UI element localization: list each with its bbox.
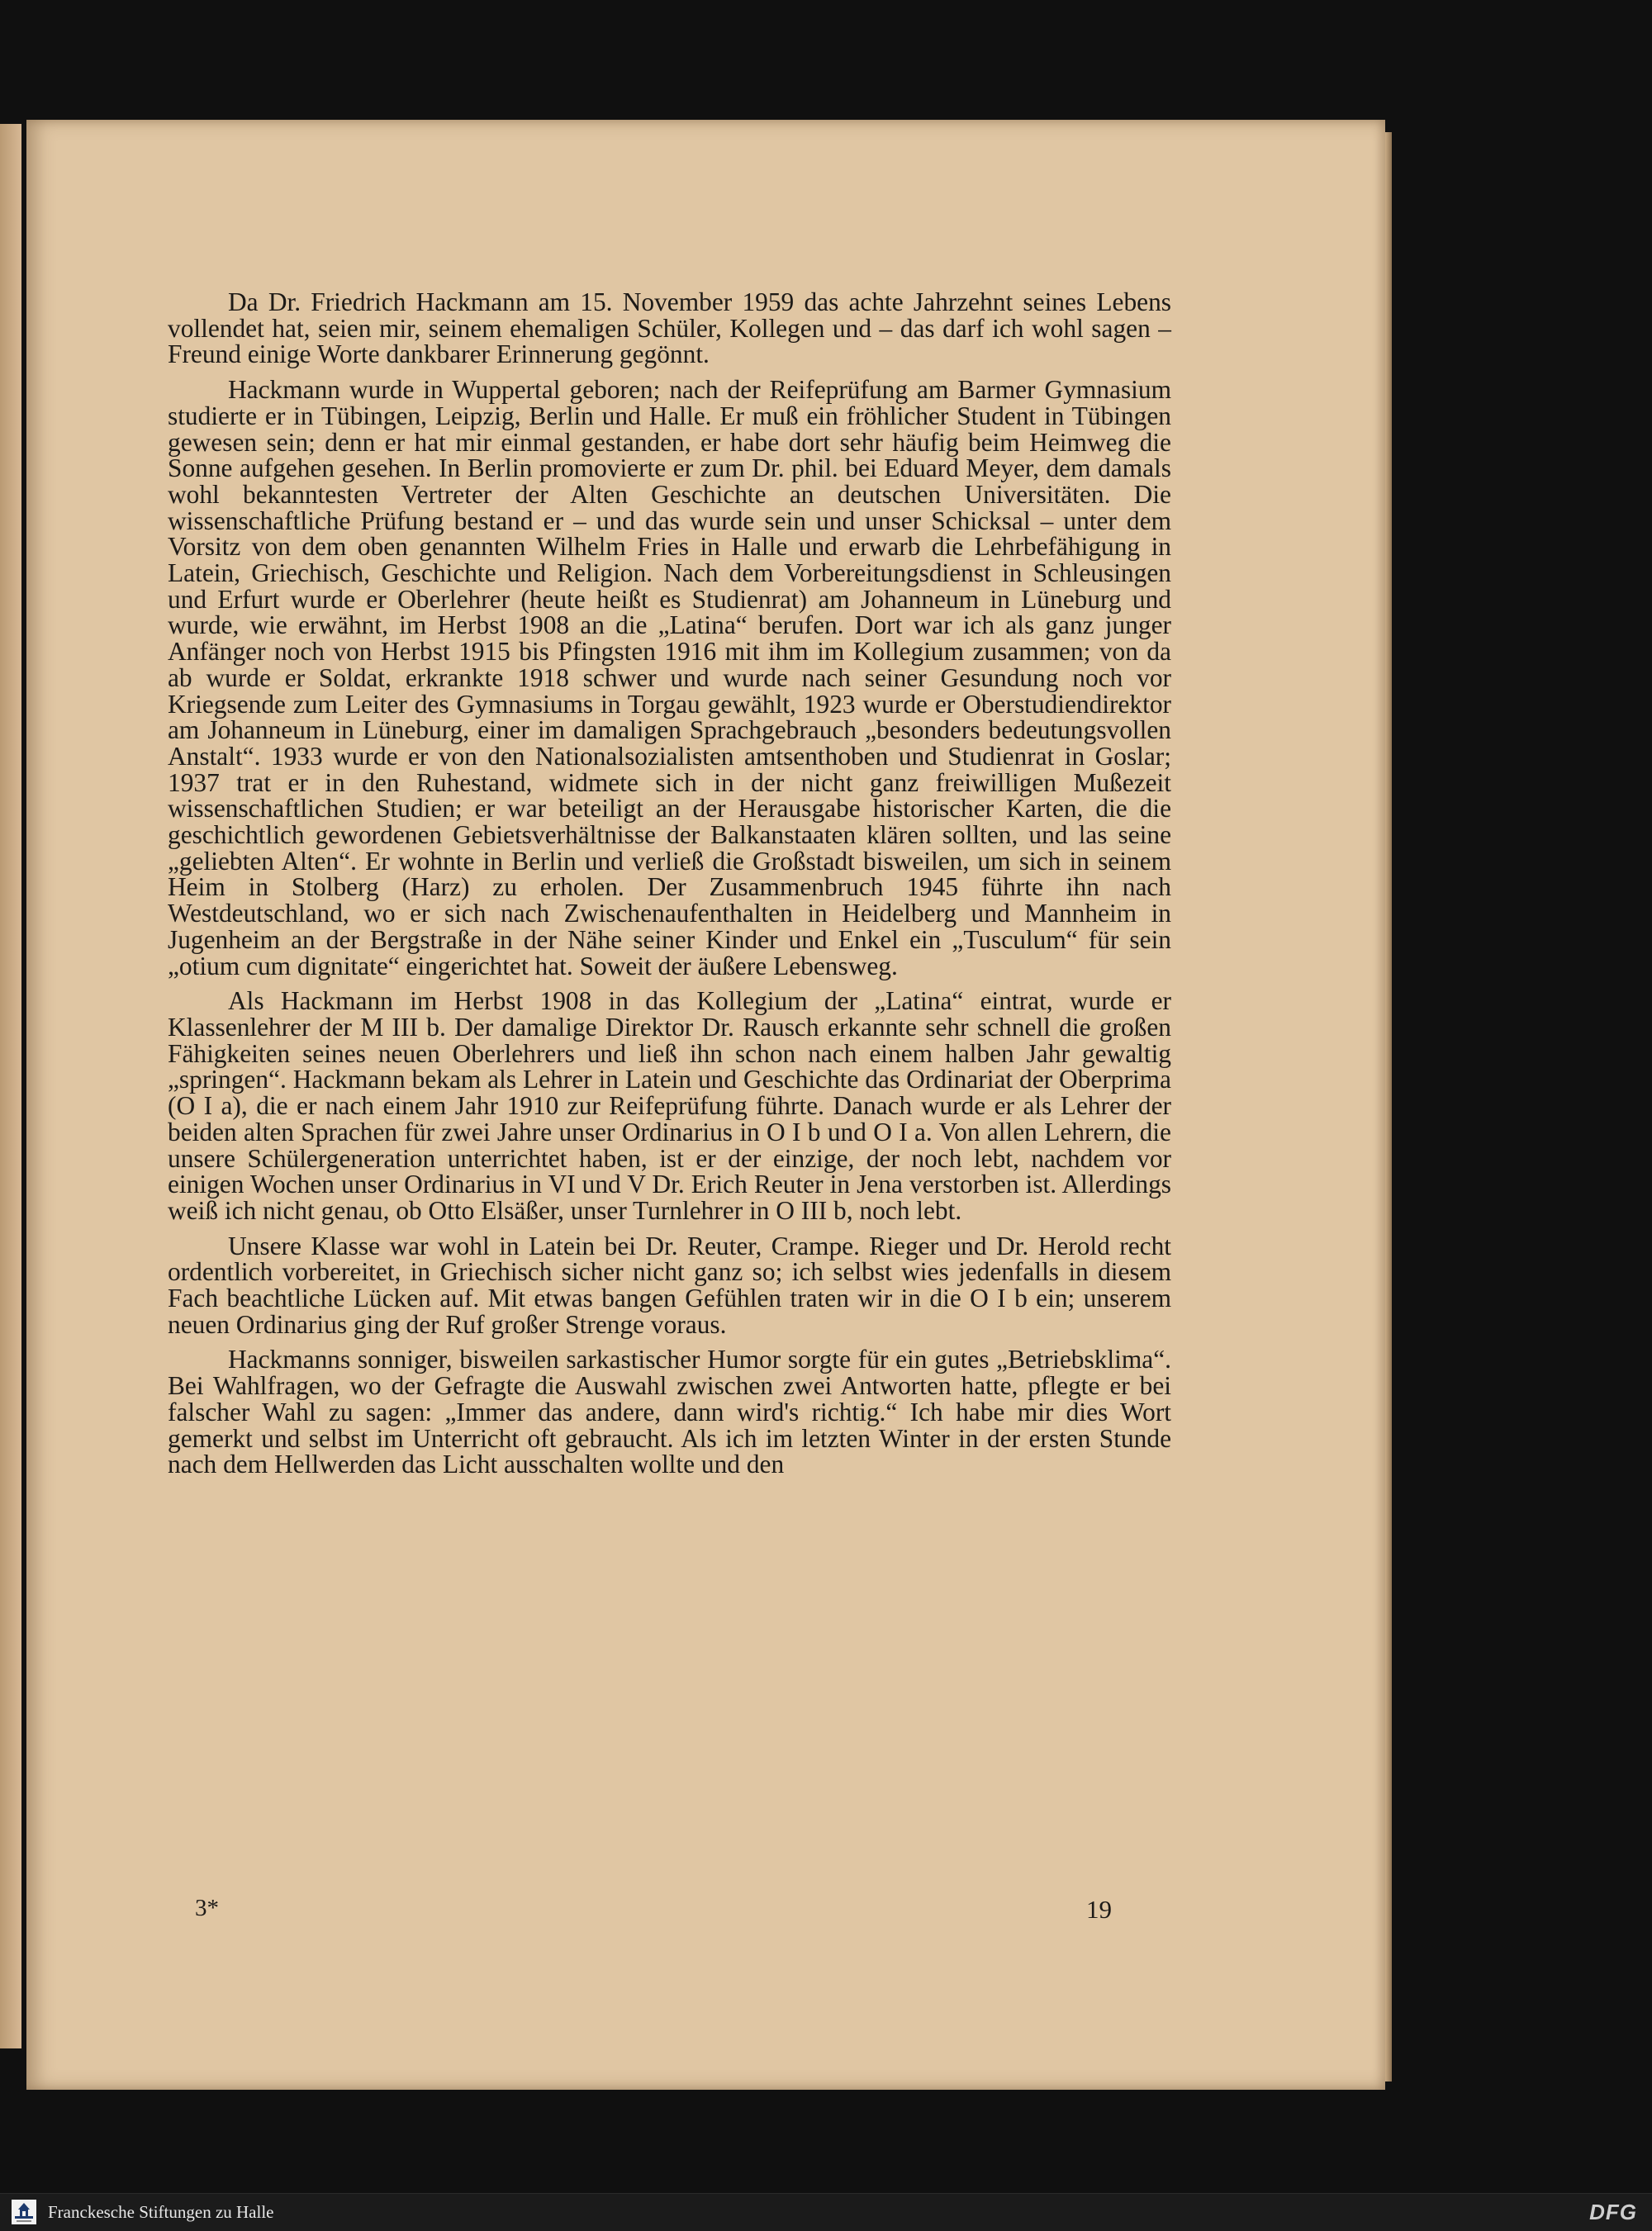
dfg-logo[interactable]: DFG [1589, 2200, 1637, 2224]
institution-name[interactable]: Franckesche Stiftungen zu Halle [48, 2202, 274, 2222]
paragraph-5: Hackmanns sonniger, bisweilen sarkastischer Humor sorgte für ein gutes „Betriebsklima“. Bei Wahlfragen, wo der Gefragte die Auswahl zwischen zwei Antworten hatte, pflegte er bei falscher Wahl zu sagen: „Immer das andere, dann wird's richtig.“ Ich habe mir dies Wort gemerkt und selbst im Unterricht oft gebraucht. Als ich im letzten Winter in der ersten Stunde nach dem Hellwerden das Licht ausschalten wollte und den [168, 1345, 1171, 1479]
paragraph-3: Als Hackmann im Herbst 1908 in das Kollegium der „Latina“ eintrat, wurde er Klassenlehrer der M III b. Der damalige Direktor Dr. Rausch erkannte sehr schnell die großen Fähigkeiten seines neuen Oberlehrers und ließ ihn schon nach einem halben Jahr gewaltig „springen“. Hackmann bekam als Lehrer in Latein und Geschichte das Ordinariat der Oberprima (O I a), die er nach einem Jahr 1910 zur Reifeprüfung führte. Danach wurde er als Lehrer der beiden alten Sprachen für zwei Jahre unser Ordinarius in O I b und O I a. Von allen Lehrern, die unsere Schülergeneration unterrichtet haben, ist er der einzige, der noch lebt, nachdem vor einigen Wochen unser Ordinarius in VI und V Dr. Erich Reuter in Jena verstorben ist. Allerdings weiß ich nicht genau, ob Otto Elsäßer, unser Turnlehrer in O III b, noch lebt. [168, 986, 1171, 1225]
page-edge-shadow [1385, 132, 1392, 2081]
viewer-footer [0, 2193, 1652, 2231]
facing-page-edge [0, 124, 21, 2048]
foundation-logo-icon[interactable] [12, 2200, 36, 2224]
paragraph-4: Unsere Klasse war wohl in Latein bei Dr. Reuter, Crampe. Rieger und Dr. Herold recht ordentlich vorbereitet, in Griechisch sicher nicht ganz so; ich selbst wies jedenfalls in diesem Fach beachtliche Lücken auf. Mit etwas bangen Gefühlen traten wir in die O I b ein; unserem neuen Ordinarius ging der Ruf großer Strenge voraus. [168, 1231, 1171, 1339]
page-number: 19 [1086, 1895, 1112, 1924]
body-text [168, 289, 1171, 1487]
signature-mark: 3* [195, 1895, 219, 1921]
paragraph-2: Hackmann wurde in Wuppertal geboren; nach der Reifeprüfung am Barmer Gymnasium studierte er in Tübingen, Leipzig, Berlin und Halle. Er muß ein fröhlicher Student in Tübingen gewesen sein; denn er hat mir einmal gestanden, er habe dort sehr häufig beim Heimweg die Sonne aufgehen gesehen. In Berlin promovierte er zum Dr. phil. bei Eduard Meyer, dem damals wohl bekanntesten Vertreter der Alten Geschichte an deutschen Universitäten. Die wissenschaftliche Prüfung bestand er – und das wurde sein und unser Schicksal – unter dem Vorsitz von dem oben genannten Wilhelm Fries in Halle und erwarb die Lehrbefähigung in Latein, Griechisch, Geschichte und Religion. Nach dem Vorbereitungsdienst in Schleusingen und Erfurt wurde er Oberlehrer (heute heißt es Studienrat) am Johanneum in Lüneburg und wurde, wie erwähnt, im Herbst 1908 an die „Latina“ berufen. Dort war ich als ganz junger Anfänger noch von Herbst 1915 bis Pfingsten 1916 mit ihm im Kollegium zusammen; von da ab wurde er Soldat, erkrankte 1918 schwer und wurde nach seiner Gesundung noch vor Kriegsende zum Leiter des Gymnasiums in Torgau gewählt, 1923 wurde er Oberstudiendirektor am Johanneum in Lüneburg, einer im damaligen Sprachgebrauch „besonders bedeutungsvollen Anstalt“. 1933 wurde er von den Nationalsozialisten amtsenthoben und Studienrat in Goslar; 1937 trat er in den Ruhestand, widmete sich in der nicht ganz freiwilligen Mußezeit wissenschaftlichen Studien; er war beteiligt an der Herausgabe historischer Karten, die die geschichtlich gewordenen Gebietsverhältnisse der Balkanstaaten klären sollten, und las seine „geliebten Alten“. Er wohnte in Berlin und verließ die Großstadt bisweilen, um sich in seinem Heim in Stolberg (Harz) zu erholen. Der Zusammenbruch 1945 führte ihn nach Westdeutschland, wo er sich nach Zwischenaufenthalten in Heidelberg und Mannheim in Jugenheim an der Bergstraße in der Nähe seiner Kinder und Enkel ein „Tusculum“ für sein „otium cum dignitate“ eingerichtet hat. Soweit der äußere Lebensweg. [168, 375, 1171, 980]
paragraph-1: Da Dr. Friedrich Hackmann am 15. November 1959 das achte Jahrzehnt seines Lebens vollendet hat, seien mir, seinem ehemaligen Schüler, Kollegen und – das darf ich wohl sagen – Freund einige Worte dankbarer Erinnerung gegönnt. [168, 287, 1171, 369]
